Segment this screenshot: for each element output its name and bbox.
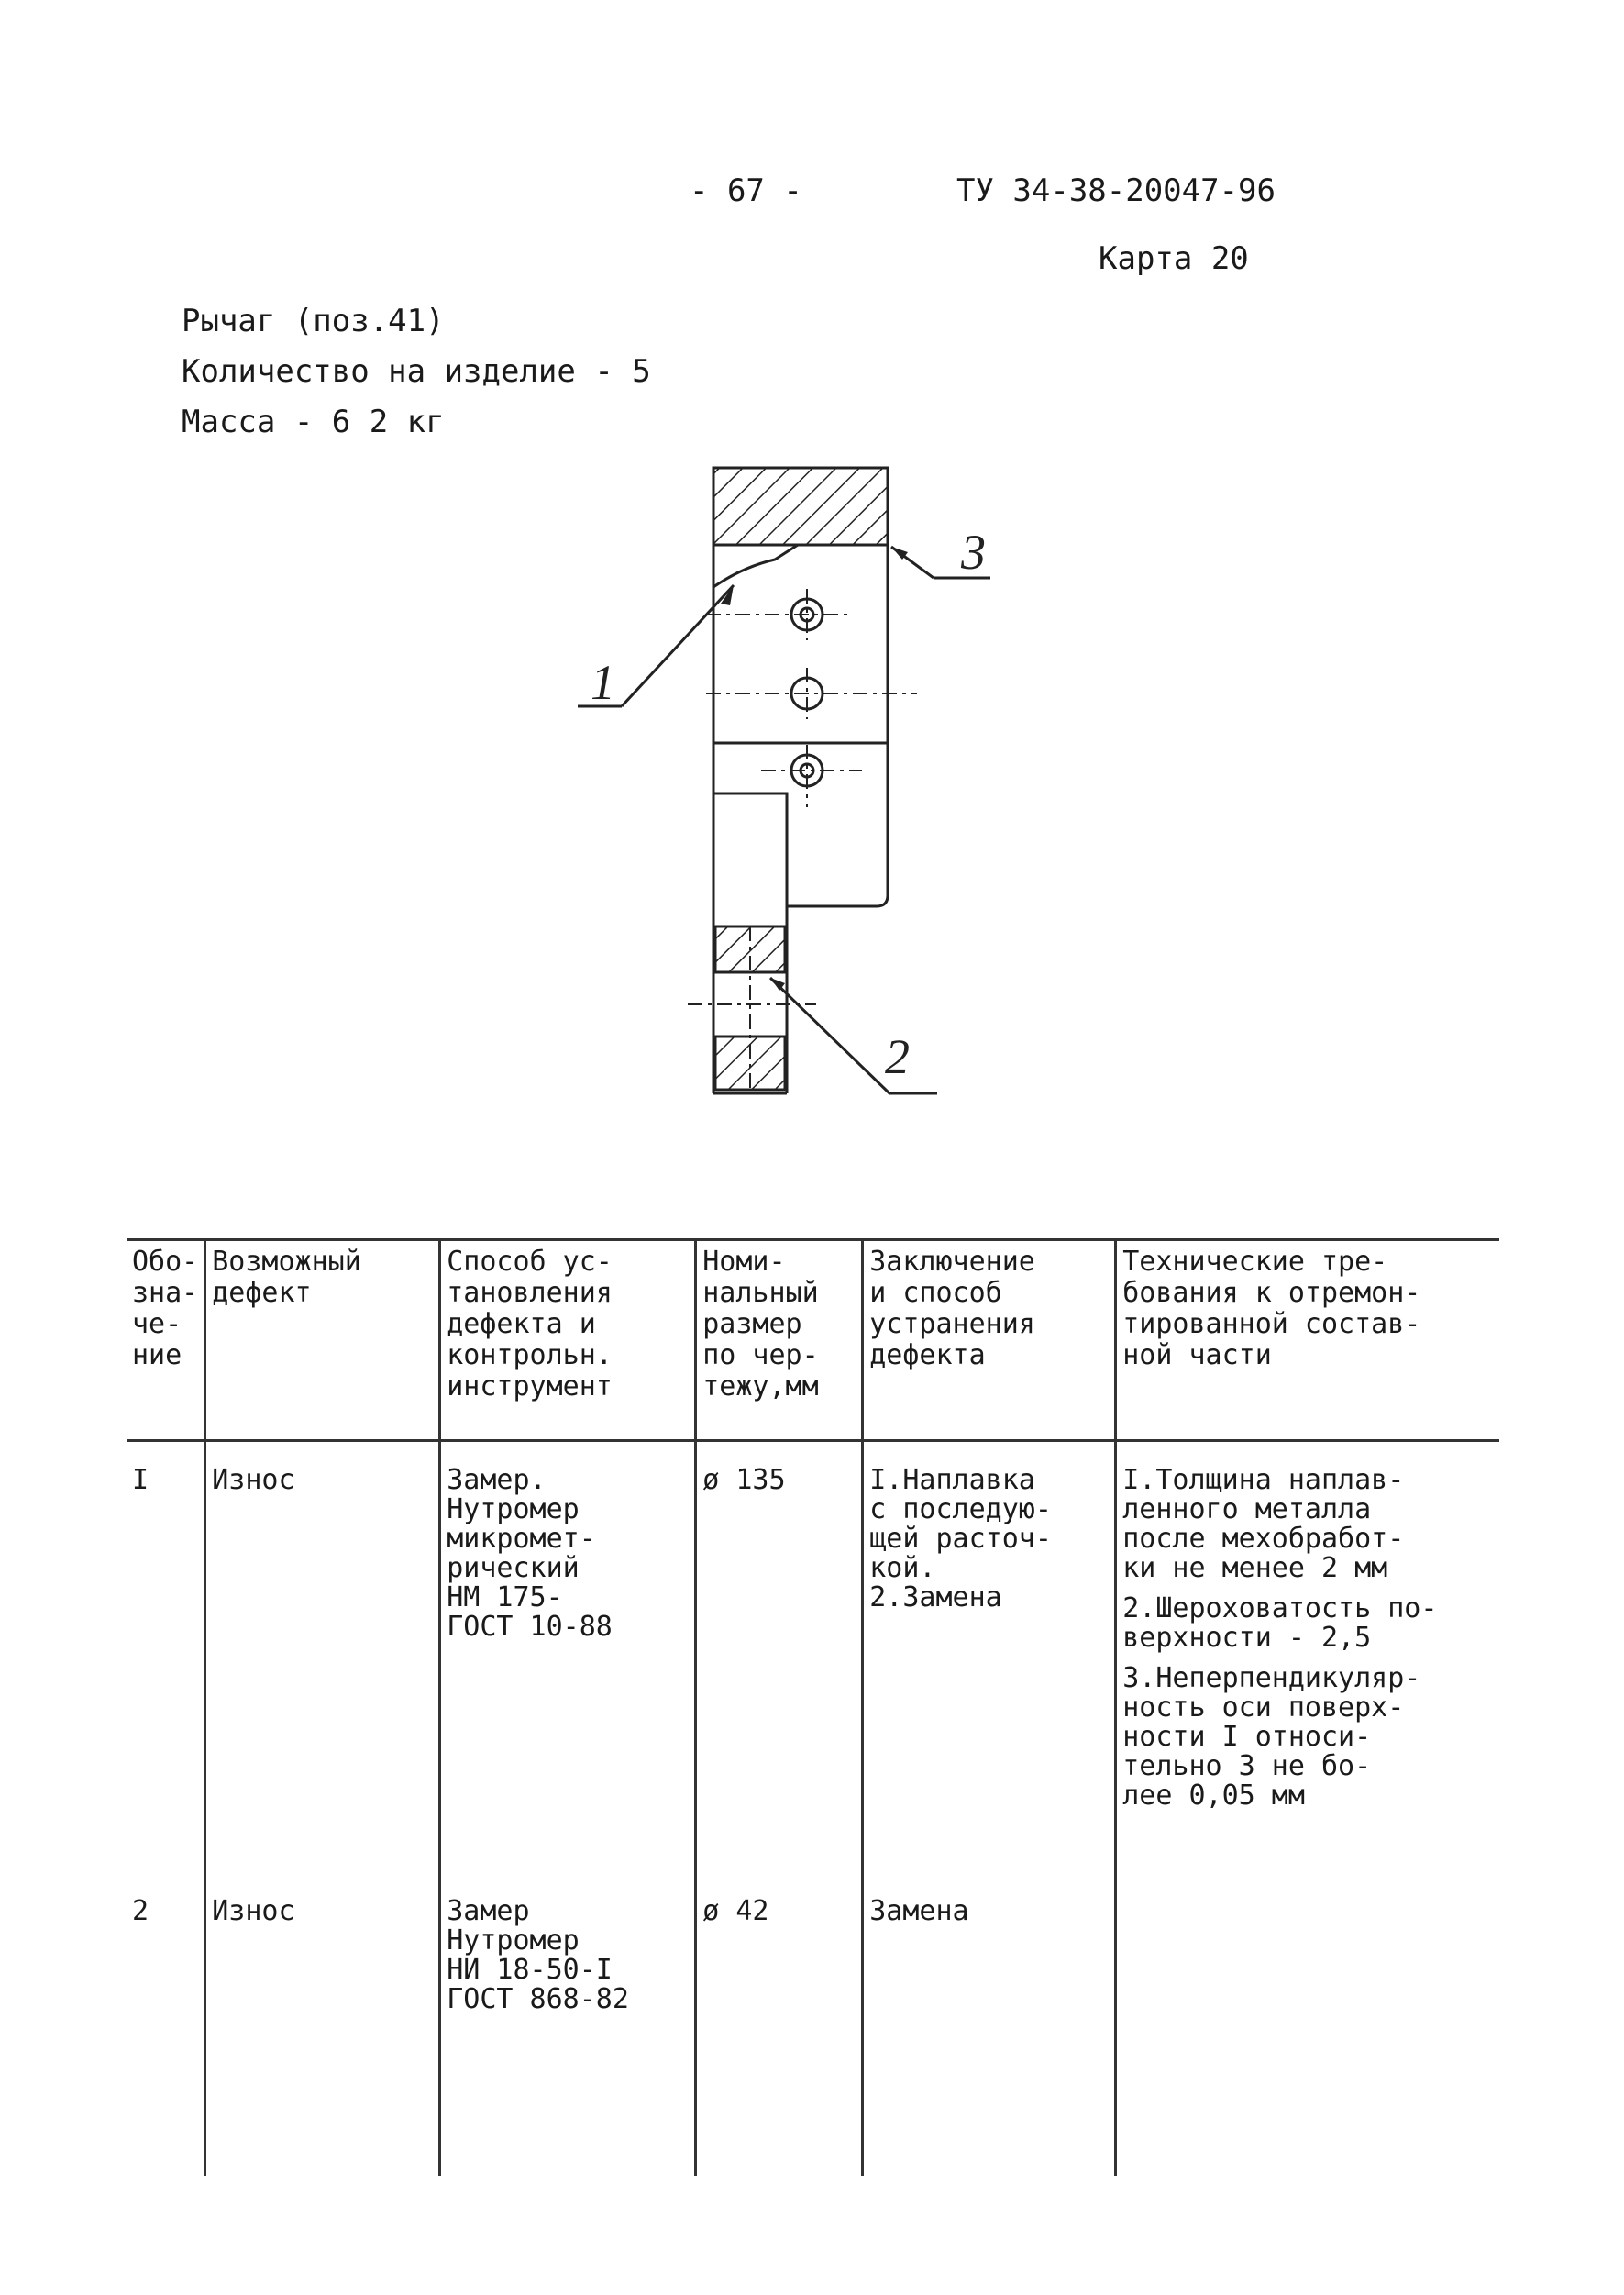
callout-3: 3	[961, 525, 986, 580]
col-method: Способ ус- тановления дефекта и контрольн. инструмент	[440, 1240, 696, 1441]
part-mass: Масса - 6 2 кг	[182, 404, 445, 440]
cell-designation: I	[132, 1464, 149, 1496]
lever-outline	[713, 468, 888, 1093]
table-row	[127, 1873, 1499, 2176]
requirement-item: 2.Шероховатость по- верхности - 2,5	[1122, 1592, 1438, 1654]
col-nominal: Номи- нальный размер по чер- тежу,мм	[696, 1240, 863, 1441]
hatched-section-top	[713, 468, 888, 545]
card-number: Карта 20	[1099, 240, 1249, 277]
page-number: - 67 -	[690, 172, 802, 209]
cell-requirements	[1116, 1873, 1499, 2176]
cell-conclusion: Замена	[863, 1873, 1116, 2176]
callout-2: 2	[885, 1029, 910, 1084]
lever-drawing	[550, 449, 990, 1110]
cell-nominal: ø 135	[696, 1441, 863, 1874]
col-defect: Возможный дефект	[205, 1240, 440, 1441]
cell-nominal: ø 42	[696, 1873, 863, 2176]
part-quantity: Количество на изделие - 5	[182, 353, 651, 390]
cell-conclusion: I.Наплавка с последую- щей расточ- кой. 2.Замена	[863, 1441, 1116, 1874]
document-code: ТУ 34-38-20047-96	[956, 172, 1276, 209]
col-requirements: Технические тре- бования к отремон- тированной состав- ной части	[1116, 1240, 1499, 1441]
cell-method: Замер Нутромер НИ 18-50-I ГОСТ 868-82	[440, 1873, 696, 2176]
requirement-item: 3.Неперпендикуляр- ность оси поверх- ности I относи- тельно 3 не бо- лее 0,05 мм	[1122, 1662, 1421, 1812]
cell-defect: Износ	[205, 1873, 440, 2176]
cell-method: Замер. Нутромер микромет- рический НМ 175- ГОСТ 10-88	[440, 1441, 696, 1874]
cell-defect: Износ	[205, 1441, 440, 1874]
defect-table	[127, 1238, 1499, 2176]
requirement-item: I.Толщина наплав- ленного металла после мехобработ- ки не менее 2 мм	[1122, 1464, 1405, 1584]
col-designation: Обо- зна- че- ние	[127, 1240, 205, 1441]
table-row	[127, 1441, 1499, 1874]
part-name: Рычаг (поз.41)	[182, 303, 445, 339]
cell-requirements	[1116, 1441, 1499, 1874]
col-conclusion: Заключение и способ устранения дефекта	[863, 1240, 1116, 1441]
callout-1: 1	[591, 655, 615, 710]
cell-designation: 2	[132, 1895, 149, 1927]
table-header-row	[127, 1240, 1499, 1441]
